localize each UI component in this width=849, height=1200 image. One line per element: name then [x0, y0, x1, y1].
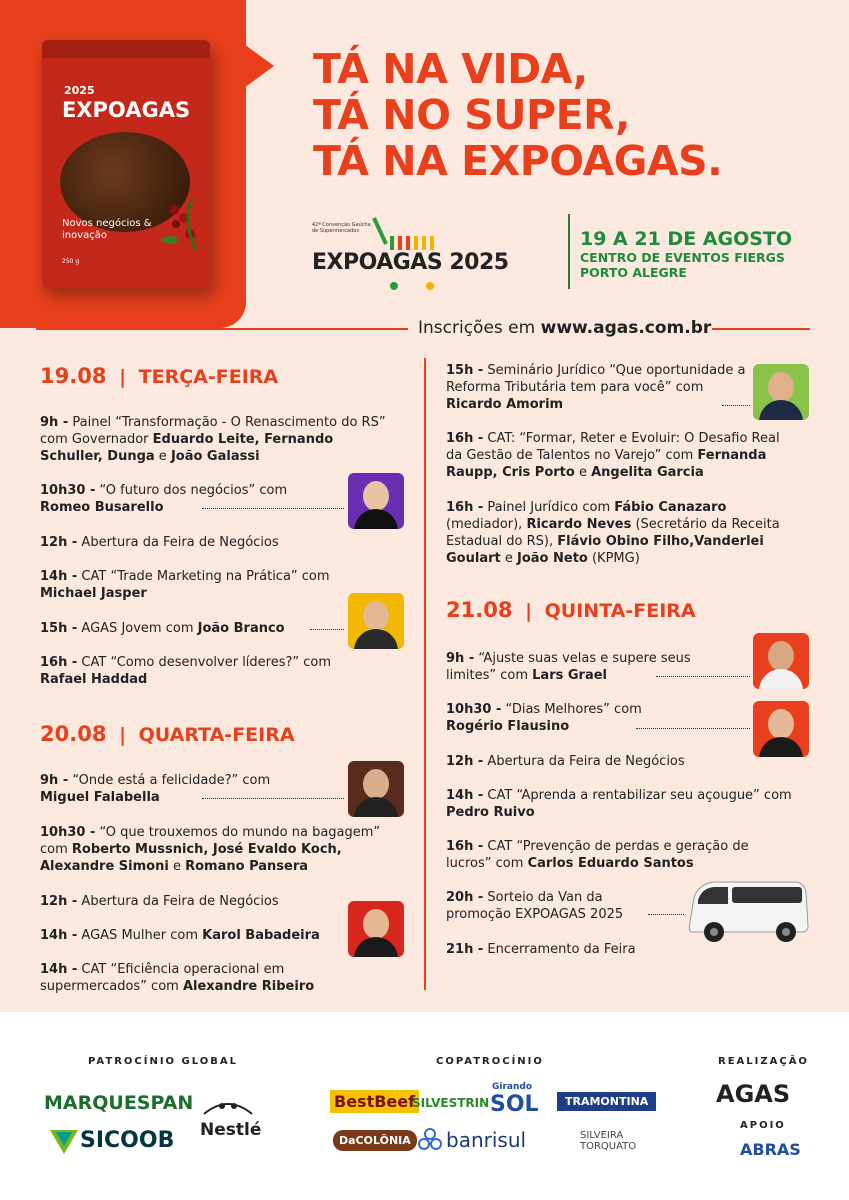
event-item: 10h30 - “Dias Melhores” com Rogério Flausino	[446, 702, 642, 734]
event-item: 14h - AGAS Mulher com Karol Babadeira	[40, 928, 320, 943]
headline-line-2: TÁ NO SUPER,	[313, 91, 631, 139]
speaker-photo-karol	[348, 901, 404, 957]
coffee-bag-image	[42, 40, 210, 288]
event-item: 12h - Abertura da Feira de Negócios	[40, 535, 279, 550]
organizer-label: REALIZAÇÃO	[718, 1056, 809, 1067]
event-item: 16h - CAT “Como desenvolver líderes?” com Rafael Haddad	[40, 655, 332, 687]
event-item: 14h - CAT “Eficiência operacional em supermercados” com Alexandre Ribeiro	[40, 962, 315, 994]
logo-name: EXPOAGAS 2025	[312, 250, 509, 275]
event-item: 16h - Painel Jurídico com Fábio Canazaro (mediador), Ricardo Neves (Secretário da Receita Estadual do RS), Flávio Obino Filho,Vanderlei Goulart e João Neto (KPMG)	[446, 500, 780, 566]
event-item: 14h - CAT “Aprenda a rentabilizar seu açougue” com Pedro Ruivo	[446, 788, 792, 820]
event-item: 10h30 - “O que trouxemos do mundo na bagagem” com Roberto Mussnich, José Evaldo Koch, Alexandre Simoni e Romano Pansera	[40, 825, 381, 874]
event-item: 21h - Encerramento da Feira	[446, 942, 636, 957]
van-image	[684, 878, 810, 946]
event-city: PORTO ALEGRE	[580, 265, 687, 280]
coffee-berries-icon	[162, 190, 202, 270]
speaker-photo-romeo	[348, 473, 404, 529]
speaker-photo-miguel	[348, 761, 404, 817]
event-item: 12h - Abertura da Feira de Negócios	[40, 894, 279, 909]
day-heading-1: 19.08 | TERÇA-FEIRA	[40, 364, 279, 388]
banrisul-logo: banrisul	[446, 1128, 527, 1152]
nestle-logo: Nestlé	[200, 1120, 262, 1140]
speaker-photo-ricardo-amorim	[753, 364, 809, 420]
sicoob-icon	[50, 1128, 78, 1154]
logo-subtitle: 42ª Convenção Gaúcha de Supermercados	[312, 222, 371, 234]
banrisul-icon	[418, 1128, 442, 1152]
bag-year: 2025	[64, 84, 95, 97]
leader-dots	[636, 728, 750, 729]
leader-dots	[648, 914, 684, 915]
headline	[313, 46, 722, 184]
silveira-torquato-logo: SILVEIRA TORQUATO	[580, 1130, 637, 1152]
headline-line-1: TÁ NA VIDA,	[313, 45, 588, 93]
event-item: 10h30 - “O futuro dos negócios” com Romeo Busarello	[40, 483, 288, 515]
speaker-photo-lars	[753, 633, 809, 689]
event-venue: CENTRO DE EVENTOS FIERGS	[580, 250, 785, 265]
hero-panel-tail	[244, 44, 274, 88]
speaker-photo-joao-branco	[348, 593, 404, 649]
registration-prefix: Inscrições em	[418, 318, 536, 338]
cosponsor-label: COPATROCÍNIO	[436, 1056, 544, 1067]
day-heading-2: 20.08 | QUARTA-FEIRA	[40, 722, 295, 746]
bag-weight: 250 g	[62, 258, 80, 265]
event-item: 16h - CAT: “Formar, Reter e Evoluir: O Desafio Real da Gestão de Talentos no Varejo” com Fernanda Raupp, Cris Porto e Angelita Garcia	[446, 431, 780, 480]
sicoob-logo: SICOOB	[80, 1128, 175, 1153]
event-item: 20h - Sorteio da Van da promoção EXPOAGAS 2025	[446, 890, 624, 922]
dacolonia-logo: DaCOLÔNIA	[333, 1130, 417, 1151]
bag-tagline: Novos negócios & inovação	[62, 218, 152, 241]
tramontina-logo: TRAMONTINA	[557, 1092, 656, 1111]
leader-dots	[656, 676, 750, 677]
speaker-photo-rogerio	[753, 701, 809, 757]
event-item: 15h - AGAS Jovem com João Branco	[40, 621, 285, 636]
leader-dots	[722, 405, 750, 406]
girando-label: Girando	[492, 1082, 533, 1092]
leader-dots	[202, 798, 344, 799]
sol-logo: SOL	[490, 1092, 539, 1117]
event-dates: 19 A 21 DE AGOSTO	[580, 228, 793, 250]
leader-dots	[310, 629, 344, 630]
event-item: 16h - CAT “Prevenção de perdas e geração de lucros” com Carlos Eduardo Santos	[446, 839, 749, 871]
registration-url[interactable]: www.agas.com.br	[540, 318, 712, 338]
bag-name: EXPOAGAS	[62, 98, 191, 122]
event-item: 14h - CAT “Trade Marketing na Prática” com Michael Jasper	[40, 569, 330, 601]
marquespan-logo: MARQUESPAN	[44, 1092, 194, 1114]
nestle-nest-icon	[200, 1090, 256, 1118]
silvestrin-logo: SILVESTRIN	[412, 1096, 490, 1110]
registration-info	[418, 318, 711, 338]
column-divider	[424, 358, 426, 990]
sponsors-footer	[0, 1012, 849, 1200]
global-sponsor-label: PATROCÍNIO GLOBAL	[88, 1056, 238, 1067]
event-location	[580, 250, 785, 280]
leader-dots	[202, 508, 344, 509]
expoagas-logo	[312, 214, 527, 294]
support-label: APOIO	[740, 1120, 786, 1131]
event-item: 12h - Abertura da Feira de Negócios	[446, 754, 685, 769]
divider-right	[712, 328, 810, 330]
abras-logo: ABRAS	[740, 1140, 801, 1159]
event-item: 9h - “Ajuste suas velas e supere seus limites” com Lars Grael	[446, 651, 691, 683]
agas-logo: AGAS	[716, 1080, 791, 1108]
event-item: 9h - “Onde está a felicidade?” com Miguel Falabella	[40, 773, 271, 805]
divider-vertical	[568, 214, 570, 289]
divider-left	[36, 328, 408, 330]
headline-line-3: TÁ NA EXPOAGAS.	[313, 137, 723, 185]
bestbeef-logo: BestBeef	[330, 1090, 419, 1113]
day-heading-3: 21.08 | QUINTA-FEIRA	[446, 598, 696, 622]
event-item: 9h - Painel “Transformação - O Renascimento do RS” com Governador Eduardo Leite, Fernando Schuller, Dunga e João Galassi	[40, 415, 386, 464]
event-item: 15h - Seminário Jurídico “Que oportunidade a Reforma Tributária tem para você” com Ricardo Amorim	[446, 363, 746, 412]
